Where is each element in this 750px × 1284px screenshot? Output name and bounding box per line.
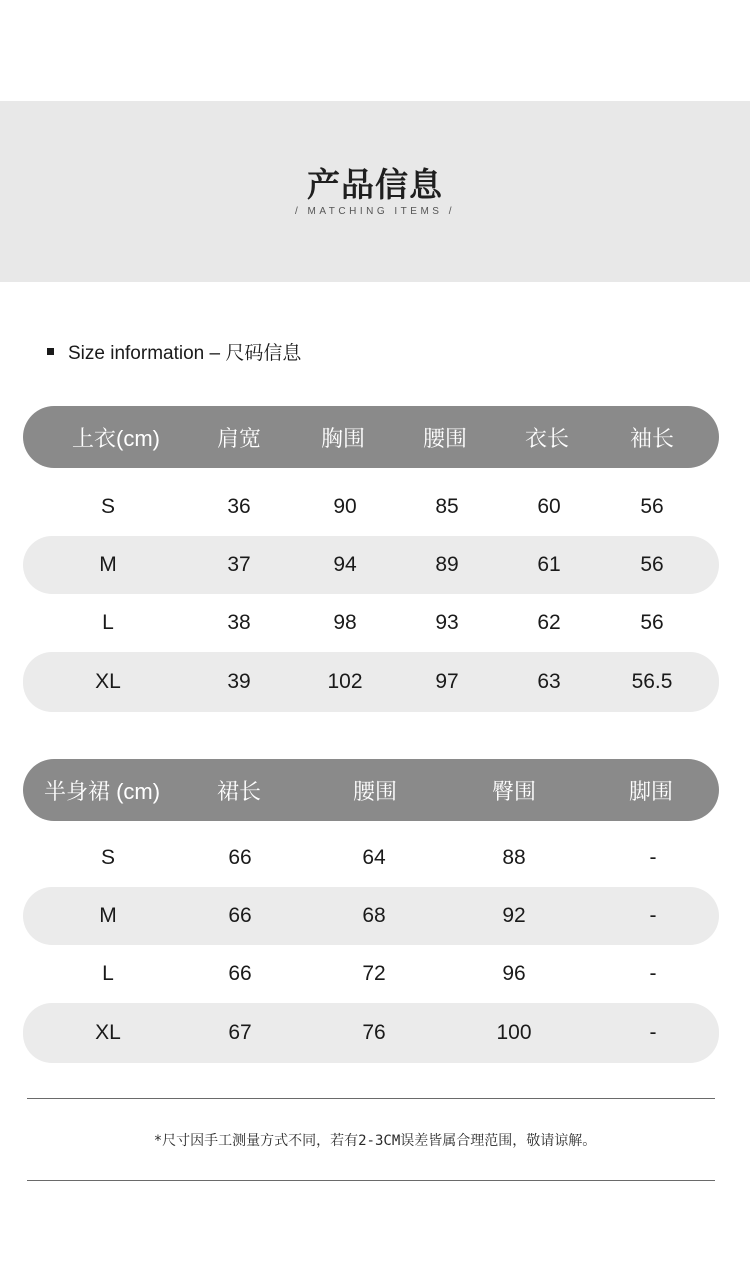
skirt-table-header bbox=[23, 759, 719, 821]
table-cell: 56 bbox=[640, 495, 664, 518]
top-header-cell: 胸围 bbox=[320, 425, 366, 451]
table-row bbox=[23, 594, 719, 652]
page-title: 产品信息 bbox=[307, 166, 443, 203]
table-cell: XL bbox=[95, 670, 121, 693]
table-cell: M bbox=[99, 904, 117, 927]
divider-top bbox=[27, 1098, 715, 1099]
table-cell: 61 bbox=[537, 553, 561, 576]
table-cell: 66 bbox=[228, 904, 252, 927]
table-cell: 100 bbox=[496, 1021, 532, 1044]
top-size-table bbox=[23, 406, 719, 712]
skirt-header-cell: 脚围 bbox=[628, 778, 674, 804]
top-header-cell: 腰围 bbox=[422, 425, 468, 451]
table-cell: 90 bbox=[333, 495, 357, 518]
table-row bbox=[23, 536, 719, 594]
table-cell: - bbox=[649, 846, 657, 869]
section-heading-label: Size information – 尺码信息 bbox=[68, 342, 302, 364]
table-cell: M bbox=[99, 553, 117, 576]
table-row bbox=[23, 478, 719, 536]
divider-bottom bbox=[27, 1180, 715, 1181]
table-cell: L bbox=[102, 611, 114, 634]
skirt-header-cell: 臀围 bbox=[491, 778, 537, 804]
table-cell: - bbox=[649, 962, 657, 985]
top-header-cell: 衣长 bbox=[524, 425, 570, 451]
table-cell: 56 bbox=[640, 611, 664, 634]
table-row bbox=[23, 652, 719, 712]
top-header-cell: 肩宽 bbox=[216, 425, 262, 451]
table-cell: 102 bbox=[327, 670, 363, 693]
table-cell: 62 bbox=[537, 611, 561, 634]
table-cell: 89 bbox=[435, 553, 459, 576]
table-cell: 98 bbox=[333, 611, 357, 634]
table-cell: 37 bbox=[227, 553, 251, 576]
table-cell: 63 bbox=[537, 670, 561, 693]
table-cell: 38 bbox=[227, 611, 251, 634]
table-cell: - bbox=[649, 1021, 657, 1044]
table-cell: S bbox=[100, 846, 116, 869]
table-cell: 76 bbox=[362, 1021, 386, 1044]
measurement-note: *尺寸因手工测量方式不同，若有2-3CM误差皆属合理范围，敬请谅解。 bbox=[153, 1133, 597, 1149]
top-header-cell: 袖长 bbox=[629, 425, 675, 451]
table-cell: 94 bbox=[333, 553, 357, 576]
skirt-header-cell: 裙长 bbox=[216, 778, 262, 804]
table-cell: L bbox=[102, 962, 114, 985]
table-cell: - bbox=[649, 904, 657, 927]
top-header-cell: 上衣(cm) bbox=[72, 425, 160, 451]
skirt-header-cell: 半身裙 (cm) bbox=[43, 778, 161, 804]
table-cell: 66 bbox=[228, 846, 252, 869]
header-banner bbox=[0, 101, 750, 282]
table-cell: 68 bbox=[362, 904, 386, 927]
table-cell: S bbox=[100, 495, 116, 518]
bullet-square-icon bbox=[47, 348, 54, 355]
table-cell: 36 bbox=[227, 495, 251, 518]
table-cell: 97 bbox=[435, 670, 459, 693]
table-cell: 85 bbox=[435, 495, 459, 518]
table-row bbox=[23, 829, 719, 887]
page-subtitle: / MATCHING ITEMS / bbox=[294, 206, 456, 217]
top-table-header bbox=[23, 406, 719, 468]
table-cell: 88 bbox=[502, 846, 526, 869]
table-cell: 56.5 bbox=[631, 670, 673, 693]
table-cell: 56 bbox=[640, 553, 664, 576]
table-cell: 72 bbox=[362, 962, 386, 985]
skirt-size-table bbox=[23, 759, 719, 1063]
table-row bbox=[23, 945, 719, 1003]
table-cell: 66 bbox=[228, 962, 252, 985]
table-cell: 67 bbox=[228, 1021, 252, 1044]
table-cell: 60 bbox=[537, 495, 561, 518]
table-cell: XL bbox=[95, 1021, 121, 1044]
table-cell: 64 bbox=[362, 846, 386, 869]
table-row bbox=[23, 1003, 719, 1063]
section-heading bbox=[47, 338, 301, 364]
table-row bbox=[23, 887, 719, 945]
table-cell: 93 bbox=[435, 611, 459, 634]
table-cell: 92 bbox=[502, 904, 526, 927]
table-cell: 96 bbox=[502, 962, 526, 985]
table-cell: 39 bbox=[227, 670, 251, 693]
skirt-header-cell: 腰围 bbox=[352, 778, 398, 804]
